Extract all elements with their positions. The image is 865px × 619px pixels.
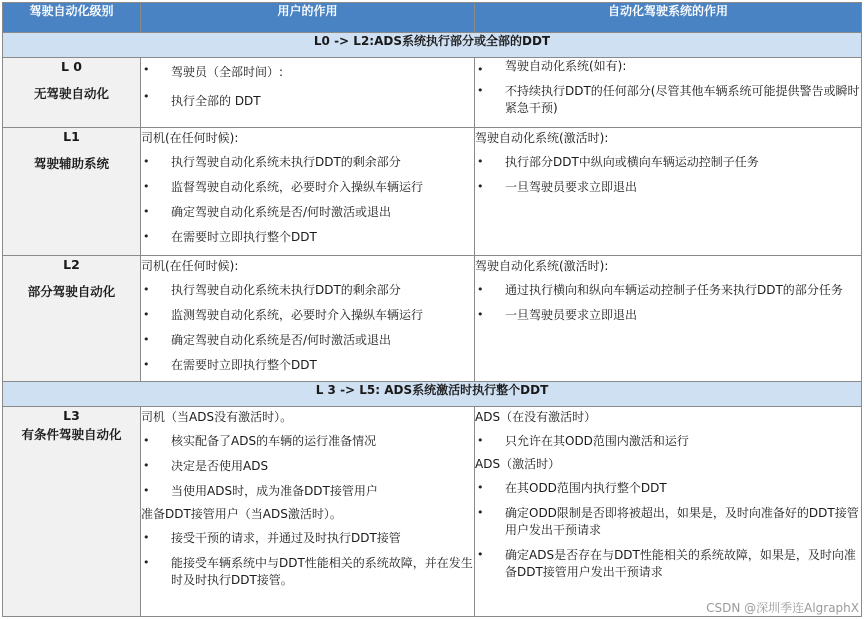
system-role-cell-l1 bbox=[475, 128, 862, 256]
cell-label: 准备DDT接管用户（当ADS激活时）。 bbox=[141, 507, 342, 521]
list-item: • 监督驾驶自动化系统，必要时介入操纵车辆运行 bbox=[141, 175, 474, 200]
table-row-l0 bbox=[3, 58, 862, 128]
level-cell-l1 bbox=[3, 128, 141, 256]
list-item: • 确定ADS是否存在与DDT性能相关的系统故障，如果是，及时向准备DDT接管用户发出干预请求 bbox=[475, 543, 861, 585]
band-row-l0-l2 bbox=[3, 33, 862, 58]
list-item: • 在需要时立即执行整个DDT bbox=[141, 225, 474, 250]
list-item: • 核实配备了ADS的车辆的运行准备情况 bbox=[141, 429, 474, 454]
cell-label: 驾驶自动化系统(激活时): bbox=[475, 131, 609, 145]
list-item: • 执行驾驶自动化系统未执行DDT的剩余部分 bbox=[141, 150, 474, 175]
list-item: • 在其ODD范围内执行整个DDT bbox=[475, 476, 861, 501]
table-row-l1 bbox=[3, 128, 862, 256]
level-name: 无驾驶自动化 bbox=[33, 86, 109, 101]
cell-label: ADS（在没有激活时） bbox=[475, 410, 597, 424]
level-cell-l3 bbox=[3, 407, 141, 617]
level-code: L3 bbox=[63, 408, 80, 423]
band-l0-l2: L0 -> L2:ADS系统执行部分或全部的DDT bbox=[3, 33, 862, 58]
list-item: • 当使用ADS时，成为准备DDT接管用户 bbox=[141, 479, 474, 504]
list-item: • 不持续执行DDT的任何部分(尽管其他车辆系统可能提供警告或瞬时紧急干预) bbox=[475, 79, 861, 121]
table-header-row bbox=[3, 3, 862, 33]
list-item: • 在需要时立即执行整个DDT bbox=[141, 353, 474, 378]
list-item: • 执行全部的 DDT bbox=[141, 85, 474, 114]
system-role-cell-l2 bbox=[475, 256, 862, 382]
header-level: 驾驶自动化级别 bbox=[3, 3, 141, 33]
list-item: • 确定驾驶自动化系统是否/何时激活或退出 bbox=[141, 200, 474, 225]
level-code: L1 bbox=[63, 129, 80, 144]
list-item: • 接受干预的请求，并通过及时执行DDT接管 bbox=[141, 526, 474, 551]
level-name: 驾驶辅助系统 bbox=[33, 156, 109, 171]
header-user-role: 用户的作用 bbox=[141, 3, 475, 33]
list-item: • 驾驶自动化系统(如有): bbox=[475, 58, 861, 79]
level-code: L2 bbox=[63, 257, 80, 272]
cell-label: 司机（当ADS没有激活时）。 bbox=[141, 410, 293, 424]
list-item: • 执行驾驶自动化系统未执行DDT的剩余部分 bbox=[141, 278, 474, 303]
user-role-cell-l1 bbox=[141, 128, 475, 256]
cell-label: ADS（激活时） bbox=[475, 457, 561, 471]
level-cell-l2 bbox=[3, 256, 141, 382]
list-item: • 只允许在其ODD范围内激活和运行 bbox=[475, 429, 861, 454]
list-item: • 一旦驾驶员要求立即退出 bbox=[475, 303, 861, 328]
cell-label: 驾驶自动化系统(激活时): bbox=[475, 259, 609, 273]
list-item: • 一旦驾驶员要求立即退出 bbox=[475, 175, 861, 200]
user-role-cell-l3 bbox=[141, 407, 475, 617]
list-item: • 监测驾驶自动化系统，必要时介入操纵车辆运行 bbox=[141, 303, 474, 328]
list-item: • 确定ODD限制是否即将被超出，如果是，及时向准备好的DDT接管用户发出干预请求 bbox=[475, 501, 861, 543]
user-role-cell-l0 bbox=[141, 58, 475, 128]
watermark: CSDN @深圳季连AlgraphX bbox=[706, 601, 859, 615]
level-code: L 0 bbox=[60, 59, 82, 74]
list-item: • 决定是否使用ADS bbox=[141, 454, 474, 479]
system-role-cell-l0 bbox=[475, 58, 862, 128]
band-row-l3-l5 bbox=[3, 382, 862, 407]
list-item: • 驾驶员（全部时间）: bbox=[141, 58, 474, 85]
list-item: • 执行部分DDT中纵向或横向车辆运动控制子任务 bbox=[475, 150, 861, 175]
level-cell-l0 bbox=[3, 58, 141, 128]
cell-label: 司机(在任何时候): bbox=[141, 259, 239, 273]
table-row-l2 bbox=[3, 256, 862, 382]
level-name: 部分驾驶自动化 bbox=[27, 284, 116, 299]
list-item: • 通过执行横向和纵向车辆运动控制子任务来执行DDT的部分任务 bbox=[475, 278, 861, 303]
cell-label: 司机(在任何时候): bbox=[141, 131, 239, 145]
driving-automation-levels-table bbox=[2, 2, 862, 617]
header-system-role: 自动化驾驶系统的作用 bbox=[475, 3, 862, 33]
level-name: 有条件驾驶自动化 bbox=[21, 427, 122, 442]
user-role-cell-l2 bbox=[141, 256, 475, 382]
list-item: • 确定驾驶自动化系统是否/何时激活或退出 bbox=[141, 328, 474, 353]
table-row-l3 bbox=[3, 407, 862, 617]
band-l3-l5: L 3 -> L5: ADS系统激活时执行整个DDT bbox=[3, 382, 862, 407]
list-item: • 能接受车辆系统中与DDT性能相关的系统故障，并在发生时及时执行DDT接管。 bbox=[141, 551, 474, 593]
system-role-cell-l3 bbox=[475, 407, 862, 617]
